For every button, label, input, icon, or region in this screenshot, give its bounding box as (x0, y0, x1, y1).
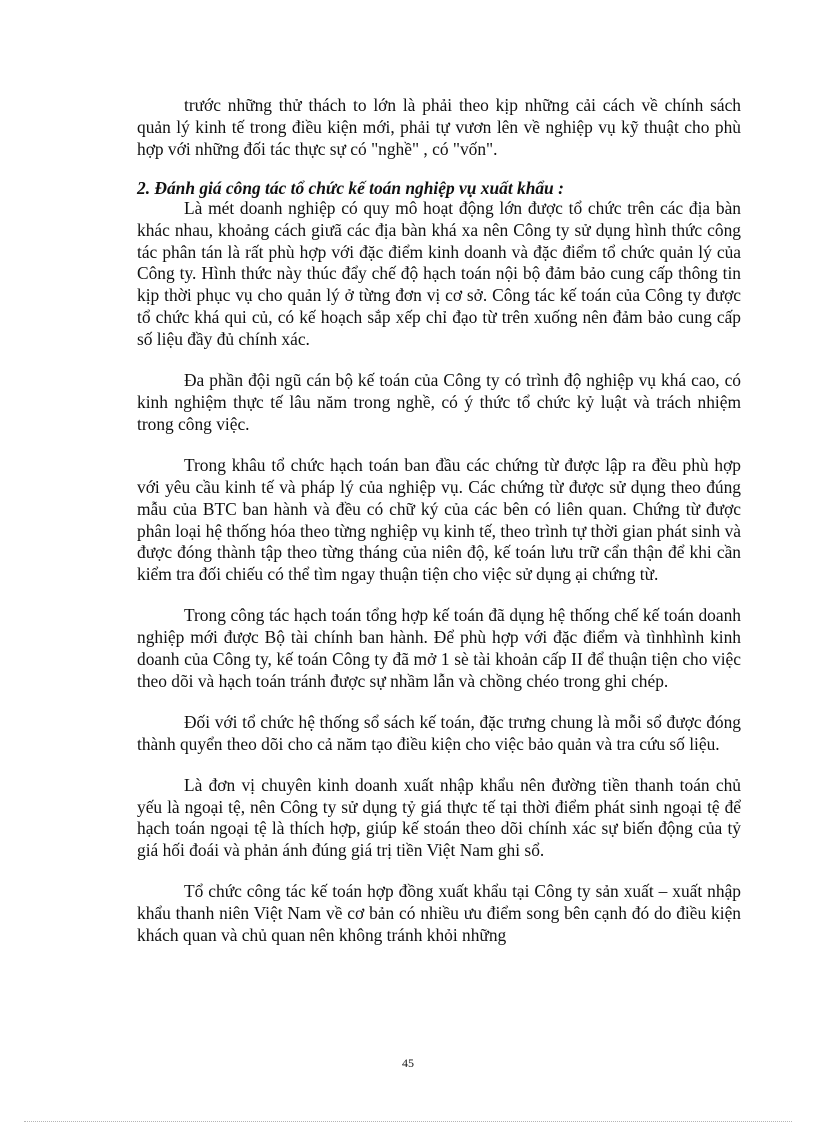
page-number: 45 (402, 1056, 414, 1070)
page-body (137, 95, 741, 947)
paragraph-intro-continuation: trước những thử thách to lớn là phải theo kịp những cải cách về chính sách quản lý kinh tế trong điều kiện mới, phải tự vươn lên về nghiệp vụ kỹ thuật cho phù hợp với những đối tác thực sự có "nghề" , có "vốn". (137, 95, 741, 159)
paragraph-conclusion: Tổ chức công tác kế toán hợp đồng xuất khẩu tại Công ty sản xuất – xuất nhập khẩu thanh niên Việt Nam về cơ bản có nhiều ưu điểm song bên cạnh đó do điều kiện khách quan và chủ quan nên không tránh khỏi những (137, 881, 741, 946)
paragraph-staff: Đa phần đội ngũ cán bộ kế toán của Công ty có trình độ nghiệp vụ khá cao, có kinh nghiệm thực tế lâu năm trong nghề, có ý thức tổ chức kỷ luật và trách nhiệm trong công việc. (137, 370, 741, 434)
section-heading: 2. Đánh giá công tác tổ chức kế toán nghiệp vụ xuất khẩu : (137, 177, 564, 198)
paragraph-accounting-system: Trong công tác hạch toán tổng hợp kế toán đã dụng hệ thống chế kế toán doanh nghiệp mới được Bộ tài chính ban hành. Để phù hợp với đặc điểm và tìnhhình kinh doanh của Công ty, kế toán Công ty đã mở 1 sè tài khoản cấp II để thuận tiện cho việc theo dõi và hạch toán tránh được sự nhầm lẫn và chồng chéo trong ghi chép. (137, 605, 741, 691)
paragraph-organization: Là mét doanh nghiệp có quy mô hoạt động lớn được tổ chức trên các địa bàn khác nhau, khoảng cách giưã các địa bàn khá xa nên Công ty sử dụng hình thức công tác phân tán là rất phù hợp với đặc điểm kinh doanh và đặc điểm tổ chức quản lý của Công ty. Hình thức này thúc đẩy chế độ hạch toán nội bộ đảm bảo cung cấp thông tin kịp thời phục vụ cho quản lý ở từng đơn vị cơ sở. Công tác kế toán của Công ty được tổ chức khá qui củ, có kế hoạch sắp xếp chỉ đạo từ trên xuống nên đảm bảo cung cấp số liệu đầy đủ chính xác. (137, 197, 741, 350)
paragraph-foreign-currency: Là đơn vị chuyên kinh doanh xuất nhập khẩu nên đường tiền thanh toán chủ yếu là ngoại tệ, nên Công ty sử dụng tỷ giá thực tế tại thời điểm phát sinh ngoại tệ để hạch toán ngoại tệ là thích hợp, giúp kế stoán theo dõi chính xác sự biến động của tỷ giá hối đoái và phản ánh đúng giá trị tiền Việt Nam ghi sổ. (137, 774, 741, 861)
page-bottom-divider (24, 1121, 792, 1122)
paragraph-vouchers: Trong khâu tổ chức hạch toán ban đầu các chứng từ được lập ra đều phù hợp với yêu cầu kinh tế và pháp lý của nghiệp vụ. Các chứng từ được sử dụng theo đúng mẫu của BTC ban hành và đều có chữ ký của các bên có liên quan. Chứng từ được phân loại hệ thống hóa theo từng nghiệp vụ kinh tế, theo trình tự thời gian phát sinh và được đóng thành tập theo từng tháng của niên độ, kế toán lưu trữ cẩn thận để khi cần kiểm tra đối chiếu có thể tìm ngay thuận tiện cho việc sử dụng ại chứng từ. (137, 454, 741, 585)
paragraph-ledgers: Đối với tổ chức hệ thống sổ sách kế toán, đặc trưng chung là mỗi sổ được đóng thành quyển theo dõi cho cả năm tạo điều kiện cho việc bảo quản và tra cứu số liệu. (137, 711, 741, 754)
